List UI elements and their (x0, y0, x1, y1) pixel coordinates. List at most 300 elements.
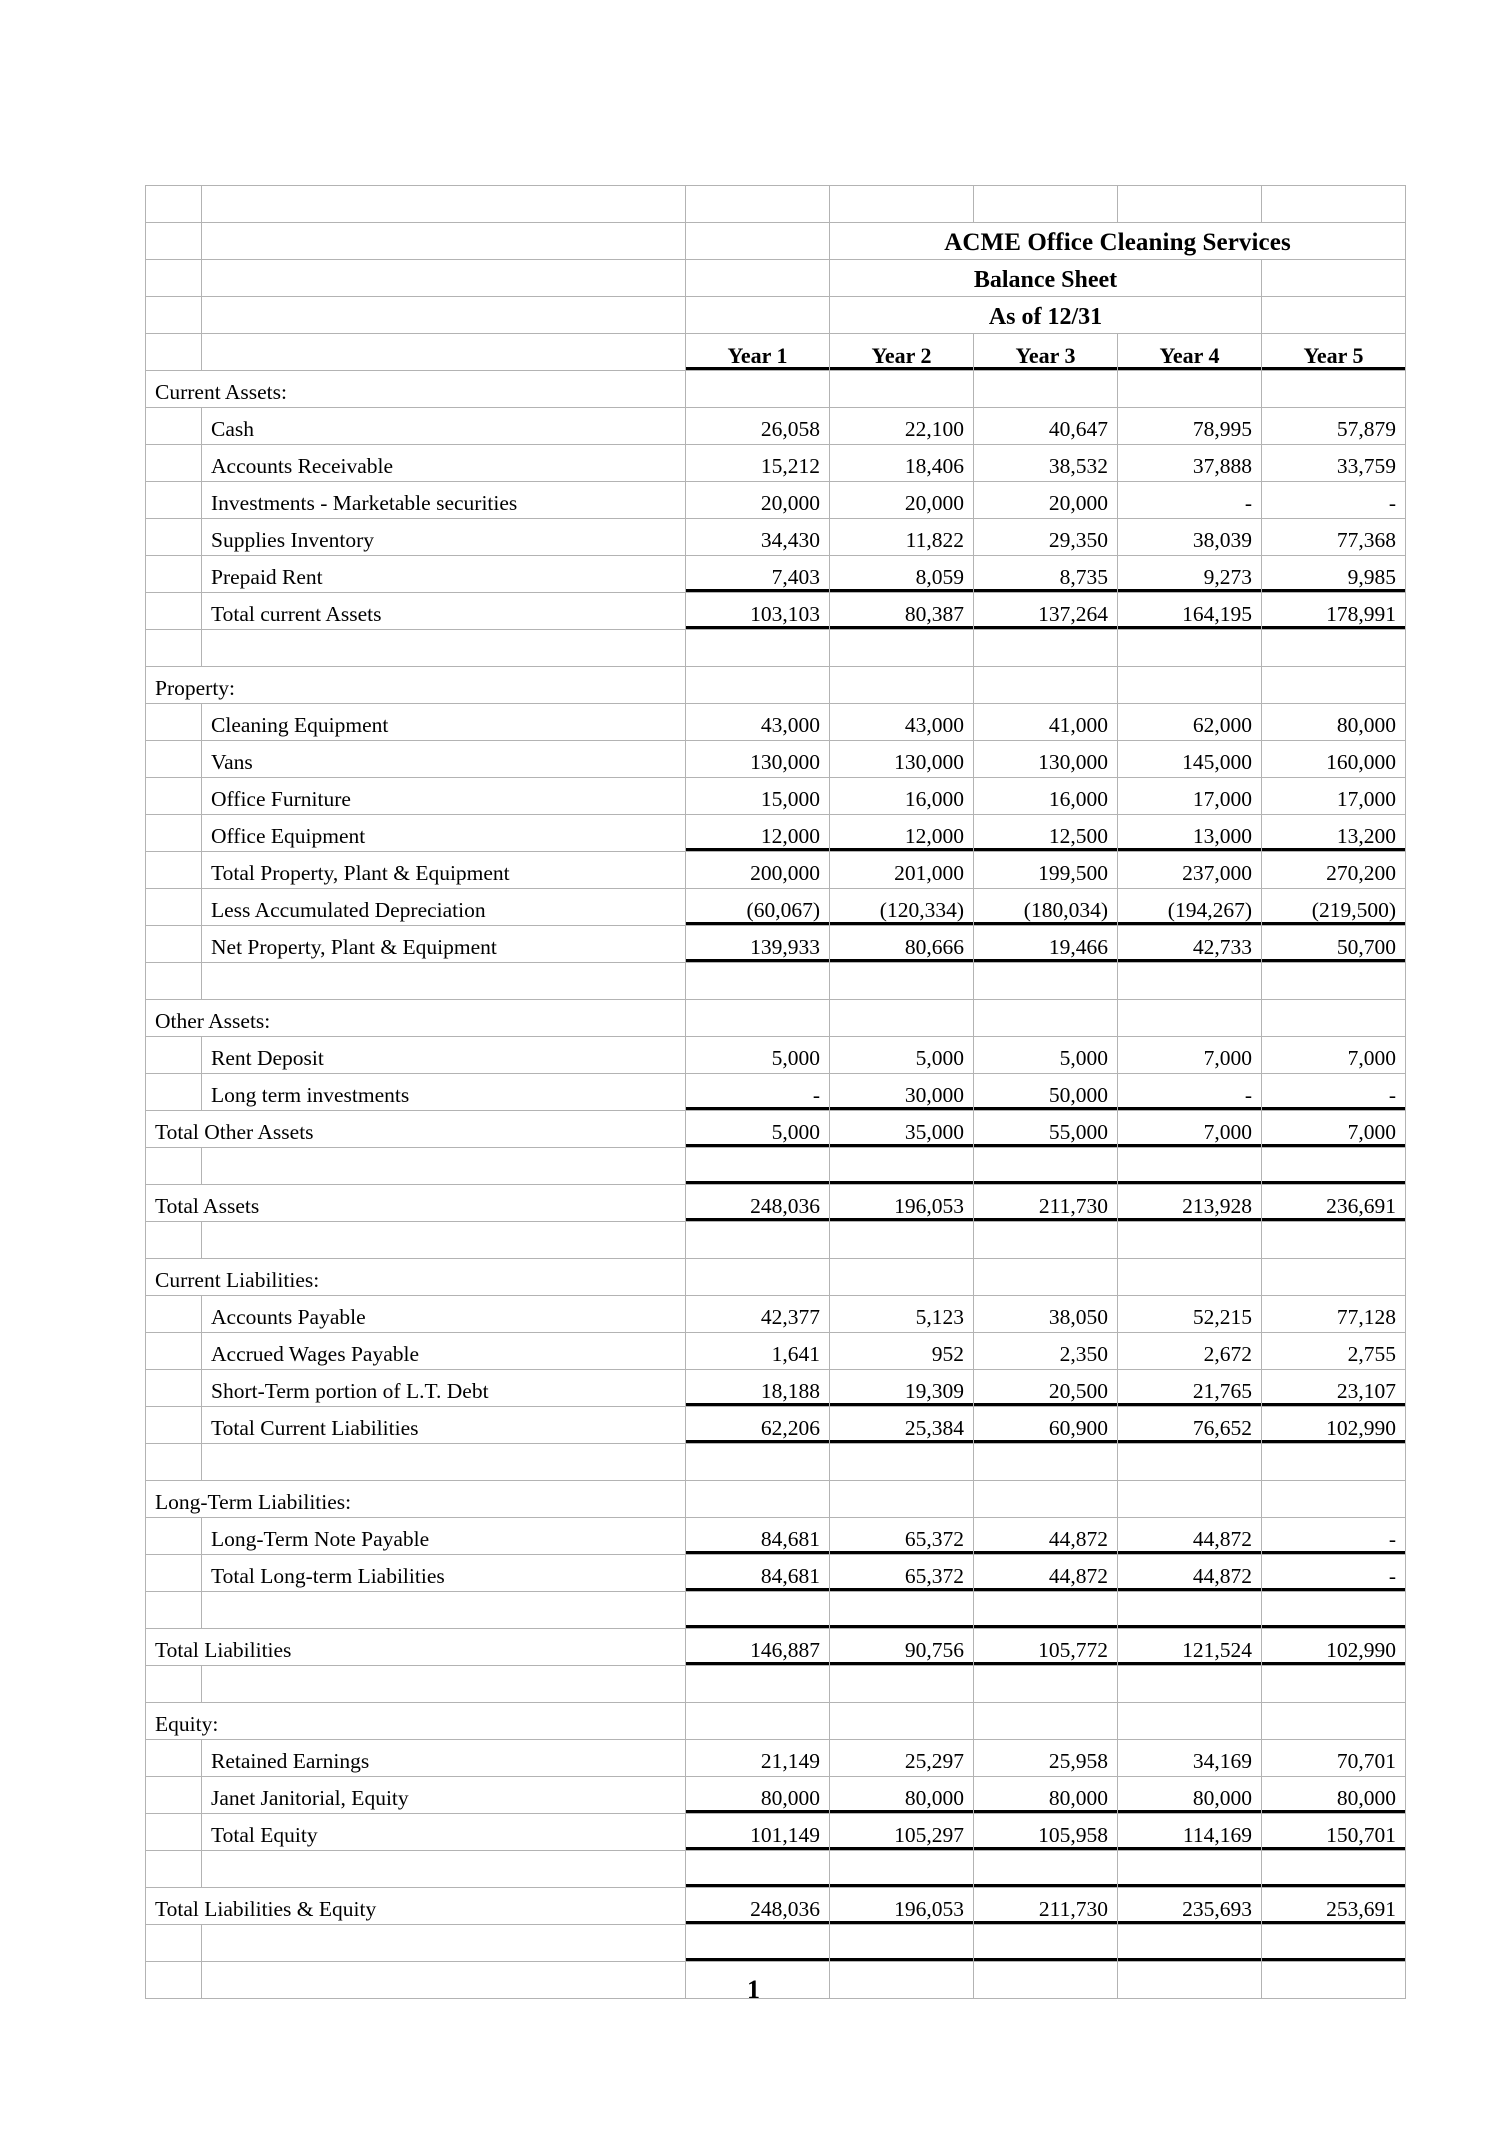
cell-indent (146, 445, 202, 482)
cell-empty (830, 1703, 974, 1740)
table-row-office-furniture (146, 778, 1406, 815)
cell-empty (1262, 1148, 1406, 1185)
cell-empty (202, 223, 686, 260)
row-label-total-assets: Total Assets (146, 1185, 686, 1222)
cell-total-assets-year-2: 196,053 (830, 1185, 974, 1222)
cell-net-ppe-year-5: 50,700 (1262, 926, 1406, 963)
cell-empty (830, 1925, 974, 1962)
cell-empty (1118, 1666, 1262, 1703)
cell-total-current-liabilities-year-5: 102,990 (1262, 1407, 1406, 1444)
cell-empty (146, 1592, 202, 1629)
cell-total-ppe-year-1: 200,000 (686, 852, 830, 889)
cell-empty (146, 1444, 202, 1481)
cell-indent (146, 1814, 202, 1851)
table-row-section-long-term-liabilities (146, 1481, 1406, 1518)
cell-empty (202, 630, 686, 667)
cell-total-liabilities-year-3: 105,772 (974, 1629, 1118, 1666)
cell-empty (1262, 260, 1406, 297)
column-header-year-1: Year 1 (686, 334, 830, 371)
table-row-year-headers (146, 334, 1406, 371)
cell-office-furniture-year-4: 17,000 (1118, 778, 1262, 815)
cell-net-ppe-year-4: 42,733 (1118, 926, 1262, 963)
table-row-spacer (146, 630, 1406, 667)
cell-long-term-note-payable-year-1: 84,681 (686, 1518, 830, 1555)
table-row-total-current-assets (146, 593, 1406, 630)
table-row-asof (146, 297, 1406, 334)
table-row-total-ppe (146, 852, 1406, 889)
section-header-current-assets: Current Assets: (146, 371, 686, 408)
cell-total-other-assets-year-3: 55,000 (974, 1111, 1118, 1148)
cell-empty (686, 297, 830, 334)
cell-empty (686, 260, 830, 297)
cell-accrued-wages-payable-year-5: 2,755 (1262, 1333, 1406, 1370)
cell-empty (830, 630, 974, 667)
table-row-janet-janitorial-equity (146, 1777, 1406, 1814)
cell-office-equipment-year-1: 12,000 (686, 815, 830, 852)
table-row-total-equity (146, 1814, 1406, 1851)
as-of-date: As of 12/31 (830, 297, 1262, 334)
cell-accounts-receivable-year-2: 18,406 (830, 445, 974, 482)
cell-empty (146, 186, 202, 223)
table-row-section-current-assets (146, 371, 1406, 408)
cell-indent (146, 482, 202, 519)
column-header-year-2: Year 2 (830, 334, 974, 371)
cell-cleaning-equipment-year-1: 43,000 (686, 704, 830, 741)
cell-total-assets-year-5: 236,691 (1262, 1185, 1406, 1222)
cell-empty (1118, 1000, 1262, 1037)
cell-investments-marketable-year-2: 20,000 (830, 482, 974, 519)
cell-indent (146, 815, 202, 852)
row-label-rent-deposit: Rent Deposit (202, 1037, 686, 1074)
table-row-spacer (146, 1851, 1406, 1888)
cell-long-term-note-payable-year-2: 65,372 (830, 1518, 974, 1555)
cell-empty (974, 1666, 1118, 1703)
table-row-retained-earnings (146, 1740, 1406, 1777)
cell-total-current-liabilities-year-3: 60,900 (974, 1407, 1118, 1444)
cell-rent-deposit-year-3: 5,000 (974, 1037, 1118, 1074)
cell-prepaid-rent-year-2: 8,059 (830, 556, 974, 593)
cell-indent (146, 704, 202, 741)
cell-empty (1118, 963, 1262, 1000)
cell-janet-janitorial-equity-year-5: 80,000 (1262, 1777, 1406, 1814)
cell-empty (830, 1259, 974, 1296)
row-label-total-liabilities-equity: Total Liabilities & Equity (146, 1888, 686, 1925)
cell-total-current-liabilities-year-2: 25,384 (830, 1407, 974, 1444)
cell-empty (1262, 1259, 1406, 1296)
cell-total-liabilities-equity-year-3: 211,730 (974, 1888, 1118, 1925)
cell-long-term-investments-year-1: - (686, 1074, 830, 1111)
section-header-long-term-liabilities: Long-Term Liabilities: (146, 1481, 686, 1518)
cell-empty (974, 1222, 1118, 1259)
cell-retained-earnings-year-5: 70,701 (1262, 1740, 1406, 1777)
cell-indent (146, 1333, 202, 1370)
spreadsheet-container (145, 185, 1405, 1999)
cell-vans-year-4: 145,000 (1118, 741, 1262, 778)
cell-accounts-payable-year-3: 38,050 (974, 1296, 1118, 1333)
table-row-cleaning-equipment (146, 704, 1406, 741)
cell-accounts-payable-year-2: 5,123 (830, 1296, 974, 1333)
cell-net-ppe-year-1: 139,933 (686, 926, 830, 963)
cell-total-long-term-liabilities-year-1: 84,681 (686, 1555, 830, 1592)
balance-sheet-table (145, 185, 1406, 1999)
cell-empty (974, 1592, 1118, 1629)
cell-prepaid-rent-year-1: 7,403 (686, 556, 830, 593)
cell-empty (1262, 1851, 1406, 1888)
table-row-spacer (146, 1666, 1406, 1703)
cell-empty (1262, 186, 1406, 223)
cell-empty (830, 1148, 974, 1185)
cell-empty (974, 1925, 1118, 1962)
cell-janet-janitorial-equity-year-3: 80,000 (974, 1777, 1118, 1814)
table-row-spacer (146, 1925, 1406, 1962)
cell-retained-earnings-year-3: 25,958 (974, 1740, 1118, 1777)
cell-total-liabilities-equity-year-2: 196,053 (830, 1888, 974, 1925)
column-header-year-4: Year 4 (1118, 334, 1262, 371)
cell-total-current-assets-year-3: 137,264 (974, 593, 1118, 630)
row-label-janet-janitorial-equity: Janet Janitorial, Equity (202, 1777, 686, 1814)
cell-empty (146, 1148, 202, 1185)
row-label-long-term-note-payable: Long-Term Note Payable (202, 1518, 686, 1555)
cell-office-equipment-year-2: 12,000 (830, 815, 974, 852)
cell-total-equity-year-1: 101,149 (686, 1814, 830, 1851)
cell-empty (686, 1148, 830, 1185)
cell-total-long-term-liabilities-year-5: - (1262, 1555, 1406, 1592)
cell-empty (1262, 1444, 1406, 1481)
cell-retained-earnings-year-2: 25,297 (830, 1740, 974, 1777)
cell-empty (686, 630, 830, 667)
cell-indent (146, 852, 202, 889)
cell-empty (1118, 1222, 1262, 1259)
cell-empty (974, 1444, 1118, 1481)
cell-indent (146, 1407, 202, 1444)
cell-empty (686, 1481, 830, 1518)
cell-empty (1118, 1851, 1262, 1888)
table-row-spacer (146, 1592, 1406, 1629)
row-label-total-liabilities: Total Liabilities (146, 1629, 686, 1666)
cell-empty (686, 1666, 830, 1703)
cell-long-term-investments-year-3: 50,000 (974, 1074, 1118, 1111)
section-header-property: Property: (146, 667, 686, 704)
cell-accrued-wages-payable-year-3: 2,350 (974, 1333, 1118, 1370)
cell-office-equipment-year-5: 13,200 (1262, 815, 1406, 852)
section-header-other-assets: Other Assets: (146, 1000, 686, 1037)
cell-less-accumulated-depreciation-year-1: (60,067) (686, 889, 830, 926)
cell-total-liabilities-equity-year-1: 248,036 (686, 1888, 830, 1925)
cell-janet-janitorial-equity-year-2: 80,000 (830, 1777, 974, 1814)
cell-indent (146, 556, 202, 593)
cell-empty (1118, 1703, 1262, 1740)
cell-net-ppe-year-2: 80,666 (830, 926, 974, 963)
cell-short-term-lt-debt-year-4: 21,765 (1118, 1370, 1262, 1407)
cell-less-accumulated-depreciation-year-4: (194,267) (1118, 889, 1262, 926)
cell-total-liabilities-equity-year-5: 253,691 (1262, 1888, 1406, 1925)
cell-empty (202, 1444, 686, 1481)
cell-empty (146, 334, 202, 371)
cell-net-ppe-year-3: 19,466 (974, 926, 1118, 963)
cell-accounts-receivable-year-5: 33,759 (1262, 445, 1406, 482)
cell-empty (1118, 371, 1262, 408)
cell-empty (830, 963, 974, 1000)
cell-empty (1262, 630, 1406, 667)
cell-investments-marketable-year-1: 20,000 (686, 482, 830, 519)
cell-total-equity-year-5: 150,701 (1262, 1814, 1406, 1851)
cell-empty (146, 1222, 202, 1259)
cell-empty (686, 1259, 830, 1296)
cell-accounts-payable-year-5: 77,128 (1262, 1296, 1406, 1333)
cell-prepaid-rent-year-4: 9,273 (1118, 556, 1262, 593)
cell-indent (146, 1555, 202, 1592)
cell-empty (686, 1222, 830, 1259)
cell-empty (686, 667, 830, 704)
cell-empty (974, 963, 1118, 1000)
cell-total-other-assets-year-4: 7,000 (1118, 1111, 1262, 1148)
table-row-accounts-receivable (146, 445, 1406, 482)
cell-empty (974, 1481, 1118, 1518)
cell-office-equipment-year-3: 12,500 (974, 815, 1118, 852)
cell-empty (202, 1592, 686, 1629)
cell-total-current-assets-year-1: 103,103 (686, 593, 830, 630)
cell-empty (1262, 1703, 1406, 1740)
cell-empty (146, 260, 202, 297)
cell-retained-earnings-year-4: 34,169 (1118, 1740, 1262, 1777)
row-label-office-furniture: Office Furniture (202, 778, 686, 815)
cell-total-current-assets-year-2: 80,387 (830, 593, 974, 630)
cell-supplies-inventory-year-3: 29,350 (974, 519, 1118, 556)
cell-empty (686, 1592, 830, 1629)
cell-investments-marketable-year-5: - (1262, 482, 1406, 519)
cell-investments-marketable-year-3: 20,000 (974, 482, 1118, 519)
cell-empty (1262, 667, 1406, 704)
table-row-total-long-term-liabilities (146, 1555, 1406, 1592)
table-row-section-current-liabilities (146, 1259, 1406, 1296)
cell-empty (1262, 1592, 1406, 1629)
row-label-short-term-lt-debt: Short-Term portion of L.T. Debt (202, 1370, 686, 1407)
table-row-spacer (146, 963, 1406, 1000)
cell-short-term-lt-debt-year-5: 23,107 (1262, 1370, 1406, 1407)
cell-indent (146, 1518, 202, 1555)
table-row-spacer (146, 1222, 1406, 1259)
cell-empty (830, 1851, 974, 1888)
cell-total-ppe-year-3: 199,500 (974, 852, 1118, 889)
row-label-total-ppe: Total Property, Plant & Equipment (202, 852, 686, 889)
row-label-prepaid-rent: Prepaid Rent (202, 556, 686, 593)
table-row-total-other-assets (146, 1111, 1406, 1148)
cell-empty (974, 186, 1118, 223)
row-label-accounts-payable: Accounts Payable (202, 1296, 686, 1333)
cell-empty (202, 1148, 686, 1185)
cell-indent (146, 1074, 202, 1111)
cell-total-ppe-year-4: 237,000 (1118, 852, 1262, 889)
page-number: 1 (747, 1975, 760, 2004)
cell-cash-year-1: 26,058 (686, 408, 830, 445)
column-header-year-5: Year 5 (1262, 334, 1406, 371)
cell-empty (830, 1592, 974, 1629)
cell-janet-janitorial-equity-year-4: 80,000 (1118, 1777, 1262, 1814)
cell-indent (146, 1037, 202, 1074)
cell-empty (686, 1444, 830, 1481)
cell-indent (146, 1740, 202, 1777)
cell-empty (830, 1000, 974, 1037)
cell-accrued-wages-payable-year-4: 2,672 (1118, 1333, 1262, 1370)
cell-prepaid-rent-year-3: 8,735 (974, 556, 1118, 593)
table-row-total-liabilities (146, 1629, 1406, 1666)
cell-total-ppe-year-2: 201,000 (830, 852, 974, 889)
cell-empty (1118, 186, 1262, 223)
cell-rent-deposit-year-2: 5,000 (830, 1037, 974, 1074)
cell-indent (146, 926, 202, 963)
cell-empty (686, 963, 830, 1000)
cell-total-other-assets-year-2: 35,000 (830, 1111, 974, 1148)
cell-empty (1262, 371, 1406, 408)
cell-accounts-receivable-year-1: 15,212 (686, 445, 830, 482)
cell-long-term-investments-year-4: - (1118, 1074, 1262, 1111)
cell-total-liabilities-year-2: 90,756 (830, 1629, 974, 1666)
cell-total-liabilities-year-1: 146,887 (686, 1629, 830, 1666)
cell-less-accumulated-depreciation-year-3: (180,034) (974, 889, 1118, 926)
cell-total-long-term-liabilities-year-4: 44,872 (1118, 1555, 1262, 1592)
cell-indent (146, 1777, 202, 1814)
cell-office-equipment-year-4: 13,000 (1118, 815, 1262, 852)
cell-total-equity-year-2: 105,297 (830, 1814, 974, 1851)
cell-empty (202, 1925, 686, 1962)
cell-empty (146, 630, 202, 667)
cell-supplies-inventory-year-2: 11,822 (830, 519, 974, 556)
cell-empty (974, 1259, 1118, 1296)
cell-investments-marketable-year-4: - (1118, 482, 1262, 519)
cell-empty (830, 371, 974, 408)
cell-supplies-inventory-year-5: 77,368 (1262, 519, 1406, 556)
cell-empty (974, 630, 1118, 667)
cell-indent (146, 741, 202, 778)
cell-accounts-payable-year-1: 42,377 (686, 1296, 830, 1333)
cell-janet-janitorial-equity-year-1: 80,000 (686, 1777, 830, 1814)
cell-empty (1118, 1444, 1262, 1481)
cell-empty (830, 1666, 974, 1703)
cell-empty (686, 1703, 830, 1740)
cell-empty (1262, 297, 1406, 334)
cell-cash-year-5: 57,879 (1262, 408, 1406, 445)
table-row-vans (146, 741, 1406, 778)
cell-empty (974, 1000, 1118, 1037)
cell-empty (202, 963, 686, 1000)
cell-total-long-term-liabilities-year-2: 65,372 (830, 1555, 974, 1592)
row-label-total-equity: Total Equity (202, 1814, 686, 1851)
cell-empty (1118, 667, 1262, 704)
cell-long-term-investments-year-5: - (1262, 1074, 1406, 1111)
table-row-rent-deposit (146, 1037, 1406, 1074)
cell-total-liabilities-year-5: 102,990 (1262, 1629, 1406, 1666)
cell-less-accumulated-depreciation-year-5: (219,500) (1262, 889, 1406, 926)
cell-total-assets-year-1: 248,036 (686, 1185, 830, 1222)
cell-total-long-term-liabilities-year-3: 44,872 (974, 1555, 1118, 1592)
cell-empty (146, 1666, 202, 1703)
cell-indent (146, 889, 202, 926)
row-label-net-ppe: Net Property, Plant & Equipment (202, 926, 686, 963)
row-label-accrued-wages-payable: Accrued Wages Payable (202, 1333, 686, 1370)
cell-vans-year-1: 130,000 (686, 741, 830, 778)
table-row-long-term-investments (146, 1074, 1406, 1111)
cell-empty (1262, 963, 1406, 1000)
table-row-section-other-assets (146, 1000, 1406, 1037)
row-label-accounts-receivable: Accounts Receivable (202, 445, 686, 482)
cell-supplies-inventory-year-1: 34,430 (686, 519, 830, 556)
cell-accrued-wages-payable-year-2: 952 (830, 1333, 974, 1370)
table-row-spacer (146, 1148, 1406, 1185)
cell-total-liabilities-equity-year-4: 235,693 (1118, 1888, 1262, 1925)
cell-empty (974, 667, 1118, 704)
cell-empty (686, 1925, 830, 1962)
cell-empty (830, 186, 974, 223)
cell-accounts-receivable-year-3: 38,532 (974, 445, 1118, 482)
cell-total-current-assets-year-5: 178,991 (1262, 593, 1406, 630)
cell-empty (830, 1481, 974, 1518)
table-row-section-equity (146, 1703, 1406, 1740)
cell-empty (202, 297, 686, 334)
cell-indent (146, 593, 202, 630)
cell-total-current-liabilities-year-1: 62,206 (686, 1407, 830, 1444)
cell-less-accumulated-depreciation-year-2: (120,334) (830, 889, 974, 926)
cell-supplies-inventory-year-4: 38,039 (1118, 519, 1262, 556)
cell-empty (830, 1444, 974, 1481)
cell-total-assets-year-3: 211,730 (974, 1185, 1118, 1222)
cell-empty (1262, 1222, 1406, 1259)
cell-empty (202, 1666, 686, 1703)
cell-total-equity-year-3: 105,958 (974, 1814, 1118, 1851)
cell-empty (1118, 1148, 1262, 1185)
row-label-cash: Cash (202, 408, 686, 445)
column-header-year-3: Year 3 (974, 334, 1118, 371)
cell-vans-year-2: 130,000 (830, 741, 974, 778)
statement-title: Balance Sheet (830, 260, 1262, 297)
cell-rent-deposit-year-4: 7,000 (1118, 1037, 1262, 1074)
cell-cleaning-equipment-year-4: 62,000 (1118, 704, 1262, 741)
cell-retained-earnings-year-1: 21,149 (686, 1740, 830, 1777)
cell-empty (146, 223, 202, 260)
cell-empty (686, 1851, 830, 1888)
row-label-less-accumulated-depreciation: Less Accumulated Depreciation (202, 889, 686, 926)
cell-total-current-assets-year-4: 164,195 (1118, 593, 1262, 630)
cell-office-furniture-year-2: 16,000 (830, 778, 974, 815)
cell-empty (202, 1851, 686, 1888)
cell-empty (146, 1925, 202, 1962)
cell-empty (202, 334, 686, 371)
cell-total-current-liabilities-year-4: 76,652 (1118, 1407, 1262, 1444)
cell-cleaning-equipment-year-5: 80,000 (1262, 704, 1406, 741)
table-row-accrued-wages-payable (146, 1333, 1406, 1370)
cell-cash-year-2: 22,100 (830, 408, 974, 445)
cell-empty (1262, 1666, 1406, 1703)
cell-accounts-receivable-year-4: 37,888 (1118, 445, 1262, 482)
table-row-cash (146, 408, 1406, 445)
cell-office-furniture-year-1: 15,000 (686, 778, 830, 815)
cell-empty (974, 1148, 1118, 1185)
row-label-vans: Vans (202, 741, 686, 778)
cell-cleaning-equipment-year-2: 43,000 (830, 704, 974, 741)
cell-rent-deposit-year-1: 5,000 (686, 1037, 830, 1074)
cell-empty (202, 186, 686, 223)
cell-office-furniture-year-3: 16,000 (974, 778, 1118, 815)
cell-total-ppe-year-5: 270,200 (1262, 852, 1406, 889)
table-row-long-term-note-payable (146, 1518, 1406, 1555)
cell-empty (830, 1222, 974, 1259)
cell-empty (1262, 1481, 1406, 1518)
cell-empty (1118, 1592, 1262, 1629)
cell-vans-year-3: 130,000 (974, 741, 1118, 778)
table-row-net-ppe (146, 926, 1406, 963)
table-row-spacer-top (146, 186, 1406, 223)
table-row-supplies-inventory (146, 519, 1406, 556)
cell-total-liabilities-year-4: 121,524 (1118, 1629, 1262, 1666)
